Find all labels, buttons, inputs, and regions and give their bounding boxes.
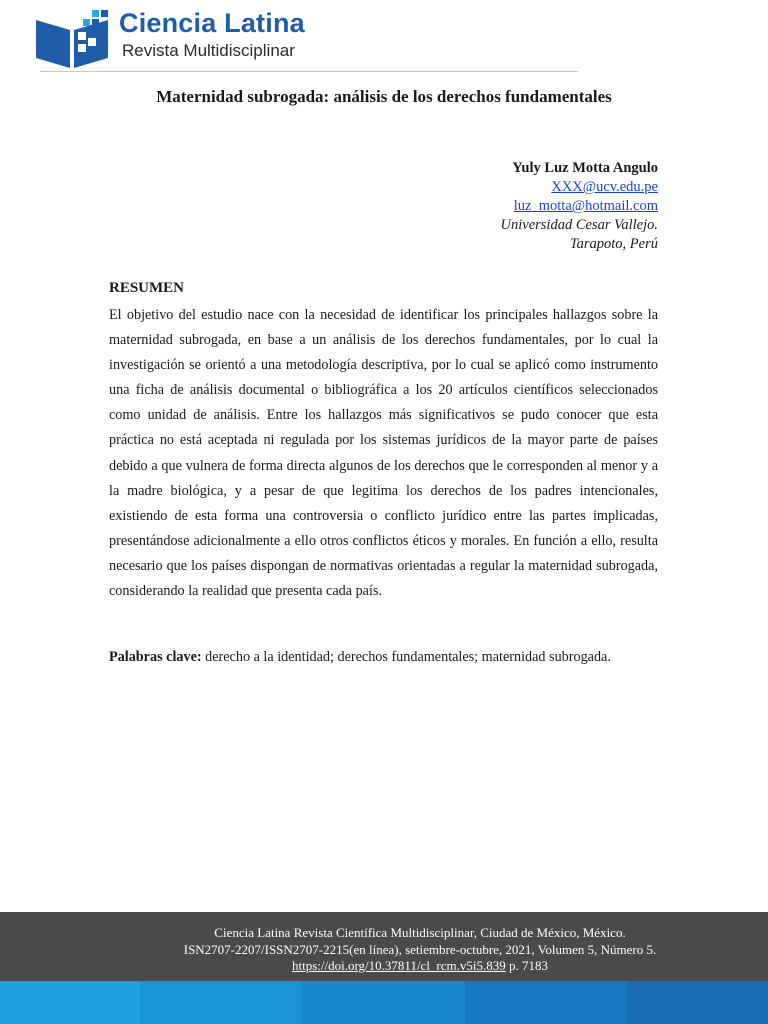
journal-header bbox=[0, 0, 768, 80]
keywords-line bbox=[109, 647, 669, 667]
keywords-label: Palabras clave: bbox=[109, 649, 202, 665]
footer-color-band bbox=[0, 981, 768, 1024]
footer-journal-line: Ciencia Latina Revista Científica Multidisciplinar, Ciudad de México, México. bbox=[214, 925, 626, 940]
abstract-text: El objetivo del estudio nace con la necesidad de identificar los principales hallazgos sobre la maternidad subrogada, en base a un análisis de los derechos fundamentales, por lo cual la investigación se orientó a una metodología descriptiva, por lo cual se aplicó como instrumento una ficha de análisis documental o bibliográfica a los 20 artículos científicos seleccionados como unidad de análisis. Entre los hallazgos más significativos se pudo conocer que esta práctica no está aceptada ni regulada por los sistemas jurídicos de la mayor parte de países debido a que vulnera de forma directa algunos de los derechos que le corresponden al menor y a la madre biológica, y a pesar de que legitima los derechos de los padres intencionales, existiendo de esta forma una controversia o conflicto jurídico entre las partes implicadas, presentándose adicionalmente a ello otros conflictos éticos y morales. En función a ello, resulta necesario que los países dispongan de normativas orientadas a regular la maternidad subrogada, considerando la realidad que presenta cada país. bbox=[109, 307, 658, 600]
doi-link[interactable]: https://doi.org/10.37811/cl_rcm.v5i5.839 bbox=[291, 958, 506, 973]
footer-doi-line bbox=[72, 958, 768, 975]
color-band-segment bbox=[465, 981, 627, 1024]
color-band-segment bbox=[140, 981, 302, 1024]
keywords-text: derecho a la identidad; derechos fundamentales; maternidad subrogada. bbox=[205, 649, 611, 665]
abstract-heading: RESUMEN bbox=[109, 280, 185, 296]
brand-name: Ciencia Latina bbox=[119, 8, 305, 38]
header-divider bbox=[40, 71, 578, 72]
brand-subtitle: Revista Multidisciplinar bbox=[122, 41, 295, 60]
color-band-segment bbox=[627, 981, 768, 1024]
author-email-link-2[interactable]: luz_motta@hotmail.com bbox=[513, 198, 658, 214]
article-title: Maternidad subrogada: análisis de los derechos fundamentales bbox=[156, 87, 612, 106]
color-band-segment bbox=[0, 981, 140, 1024]
author-name: Yuly Luz Motta Angulo bbox=[512, 160, 658, 176]
author-email-link-1[interactable]: XXX@ucv.edu.pe bbox=[551, 179, 658, 195]
page-number: p. 7183 bbox=[509, 958, 549, 973]
author-location: Tarapoto, Perú bbox=[569, 236, 658, 252]
footer-issn-line: ISN2707-2207/ISSN2707-2215(en línea), setiembre-octubre, 2021, Volumen 5, Número 5. bbox=[183, 941, 657, 957]
page-footer bbox=[0, 912, 768, 981]
color-band-segment bbox=[302, 981, 465, 1024]
author-affiliation: Universidad Cesar Vallejo. bbox=[500, 217, 658, 233]
author-block bbox=[501, 159, 658, 254]
book-logo-icon bbox=[34, 10, 112, 75]
